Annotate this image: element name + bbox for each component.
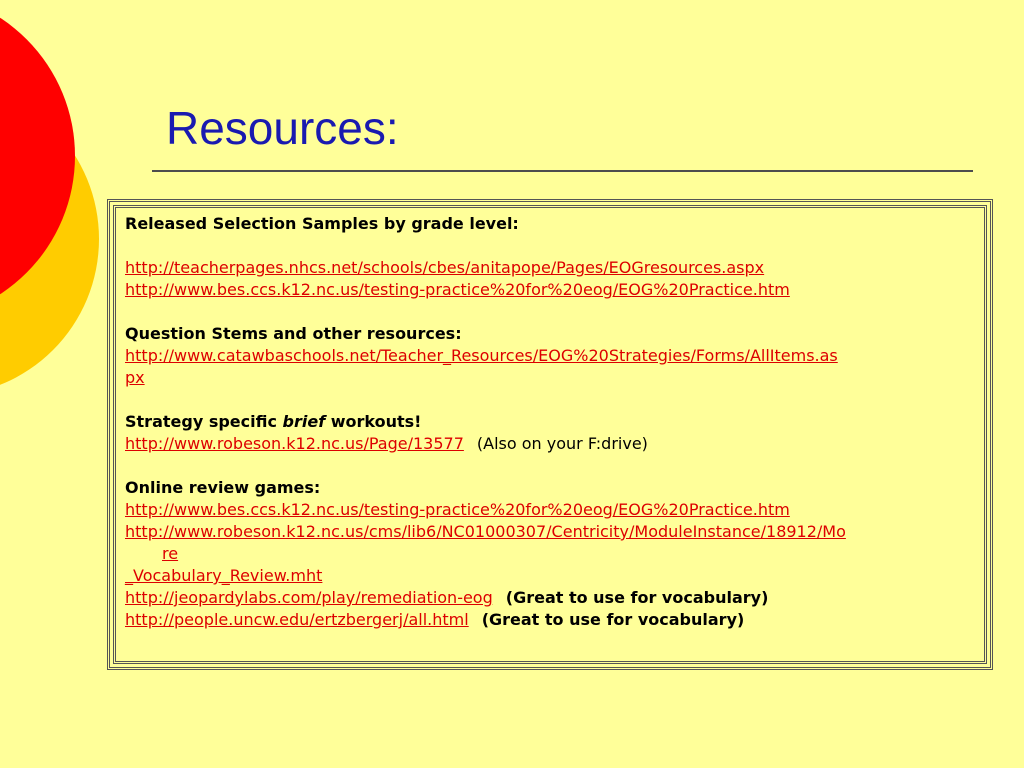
stems-link-continued[interactable]: px	[125, 368, 145, 387]
spacer	[125, 389, 978, 411]
stems-heading: Question Stems and other resources:	[125, 324, 462, 343]
spacer	[125, 455, 978, 477]
games-link-2-continued[interactable]: re	[162, 544, 179, 563]
strategy-heading-post: workouts!	[325, 412, 422, 431]
released-heading: Released Selection Samples by grade level:	[125, 214, 519, 233]
games-link-4-note: (Great to use for vocabulary)	[481, 610, 745, 629]
content-box	[107, 199, 993, 670]
strategy-link[interactable]: http://www.robeson.k12.nc.us/Page/13577	[125, 434, 464, 453]
content-box-inner	[113, 205, 987, 664]
spacer	[125, 301, 978, 323]
games-link-2[interactable]: http://www.robeson.k12.nc.us/cms/lib6/NC01000307/Centricity/ModuleInstance/18912/Mo	[125, 522, 846, 541]
games-link-3[interactable]: http://jeopardylabs.com/play/remediation-eog	[125, 588, 493, 607]
released-link-1[interactable]: http://teacherpages.nhcs.net/schools/cbes/anitapope/Pages/EOGresources.aspx	[125, 258, 765, 277]
strategy-heading	[125, 411, 978, 433]
spacer	[125, 235, 978, 257]
strategy-heading-emphasis: brief	[282, 412, 326, 431]
games-link-1[interactable]: http://www.bes.ccs.k12.nc.us/testing-practice%20for%20eog/EOG%20Practice.htm	[125, 500, 790, 519]
games-link-3-note: (Great to use for vocabulary)	[505, 588, 769, 607]
games-link-2-end[interactable]: _Vocabulary_Review.mht	[125, 566, 323, 585]
games-heading: Online review games:	[125, 478, 321, 497]
strategy-heading-pre: Strategy specific	[125, 412, 283, 431]
strategy-note: (Also on your F:drive)	[476, 434, 648, 453]
games-link-4[interactable]: http://people.uncw.edu/ertzbergerj/all.html	[125, 610, 469, 629]
title-divider	[152, 170, 973, 172]
slide-title: Resources:	[166, 102, 399, 154]
stems-link[interactable]: http://www.catawbaschools.net/Teacher_Resources/EOG%20Strategies/Forms/AllItems.as	[125, 346, 838, 365]
released-link-2[interactable]: http://www.bes.ccs.k12.nc.us/testing-practice%20for%20eog/EOG%20Practice.htm	[125, 280, 790, 299]
